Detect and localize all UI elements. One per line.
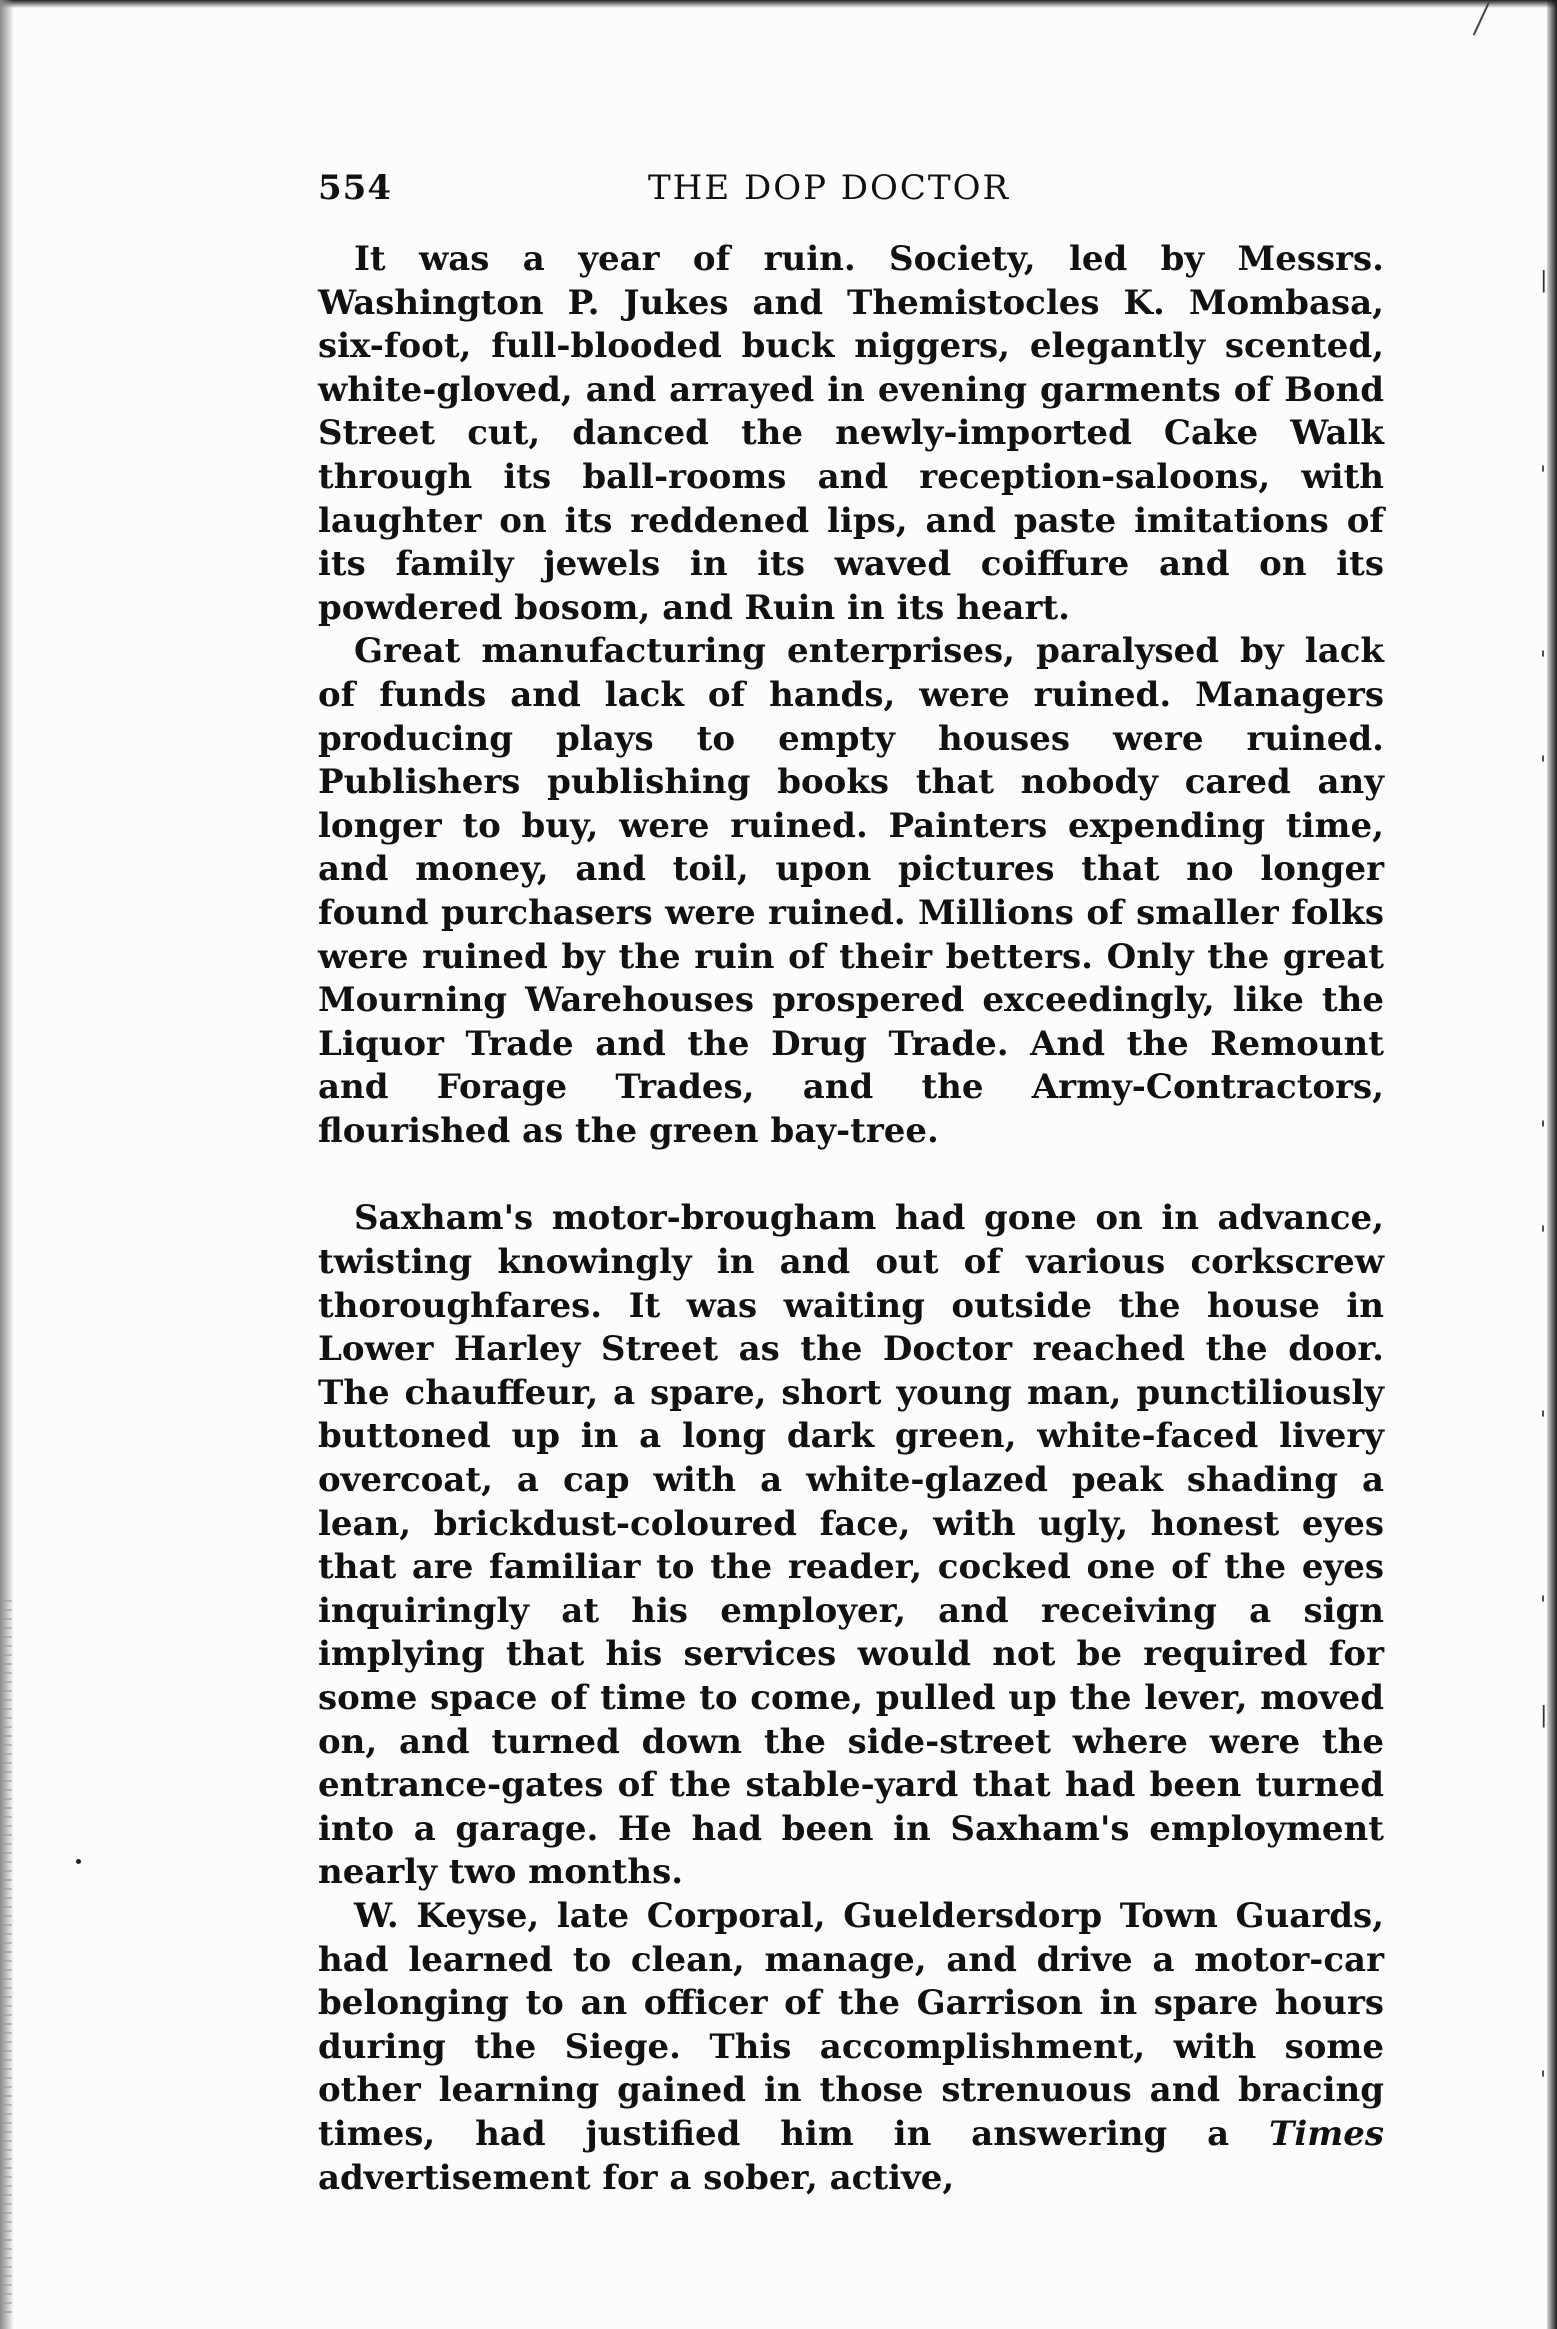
margin-mark: ': [1540, 1408, 1547, 1433]
margin-mark: ': [1540, 1223, 1547, 1248]
page-right-edge: [1547, 0, 1557, 2329]
paragraph: Great manufacturing enterprises, paralysed by lack of funds and lack of hands, were ruined. Managers producing plays to empty houses were ruined. Publishers publishing books that nobody cared any longer to buy, were ruined. Painters expending time, and money, and toil, upon pictures that no longer found purchasers were ruined. Millions of smaller folks were ruined by the ruin of their betters. Only the great Mourning Warehouses prospered exceedingly, like the Liquor Trade and the Drug Trade. And the Remount and Forage Trades, and the Army-Contractors, flourished as the green bay-tree.: [318, 631, 1384, 1151]
paragraph-last: [318, 1895, 1384, 2200]
stray-ink-dot: [76, 1859, 81, 1864]
italic-newspaper-title: Times: [1269, 2113, 1384, 2154]
page-header: [318, 168, 1384, 218]
paragraph-last-tail: advertisement for a sober, active,: [318, 2157, 955, 2198]
paragraph: Saxham's motor-brougham had gone on in advance, twisting knowingly in and out of various corkscrew thoroughfares. It was waiting outside the house in Lower Harley Street as the Doctor reached the door. The chauffeur, a spare, short young man, punctiliously buttoned up in a long dark green, white-faced livery overcoat, a cap with a white-glazed peak shading a lean, brickdust-coloured face, with ugly, honest eyes that are familiar to the reader, cocked one of the eyes inquiringly at his employer, and receiving a sign implying that his services would not be required for some space of time to come, pulled up the lever, moved on, and turned down the side-street where were the entrance-gates of the stable-yard that had been turned into a garage. He had been in Saxham's employment nearly two months.: [318, 1198, 1384, 1893]
margin-mark: ': [1540, 463, 1547, 488]
page-top-edge: [0, 0, 1557, 8]
margin-mark: |: [1540, 1703, 1548, 1728]
binding-gutter-marks: [0, 1600, 12, 2320]
margin-mark: ': [1540, 648, 1547, 673]
paragraph: It was a year of ruin. Society, led by Messrs. Washington P. Jukes and Themistocles K. Mombasa, six-foot, full-blooded buck niggers, elegantly scented, white-gloved, and arrayed in evening garments of Bond Street cut, danced the newly-imported Cake Walk through its ball-rooms and reception-saloons, with laughter on its reddened lips, and paste imitations of its family jewels in its waved coiffure and on its powdered bosom, and Ruin in its heart.: [318, 239, 1384, 628]
running-head: THE DOP DOCTOR: [648, 168, 1011, 208]
section-break: [318, 1153, 1384, 1197]
margin-mark: ': [1540, 2068, 1547, 2093]
margin-mark: ': [1540, 753, 1547, 778]
margin-mark: ': [1540, 1118, 1547, 1143]
page-number: 554: [318, 168, 392, 208]
margin-mark: ': [1540, 1593, 1547, 1618]
body-text: [318, 238, 1384, 2200]
paragraph-last-start: W. Keyse, late Corporal, Gueldersdorp Town Guards, had learned to clean, manage, and drive a motor-car belonging to an officer of the Garrison in spare hours during the Siege. This accomplishment, with some other learning gained in those strenuous and bracing times, had justified him in answering a: [318, 1895, 1384, 2154]
margin-mark: |: [1540, 268, 1548, 293]
